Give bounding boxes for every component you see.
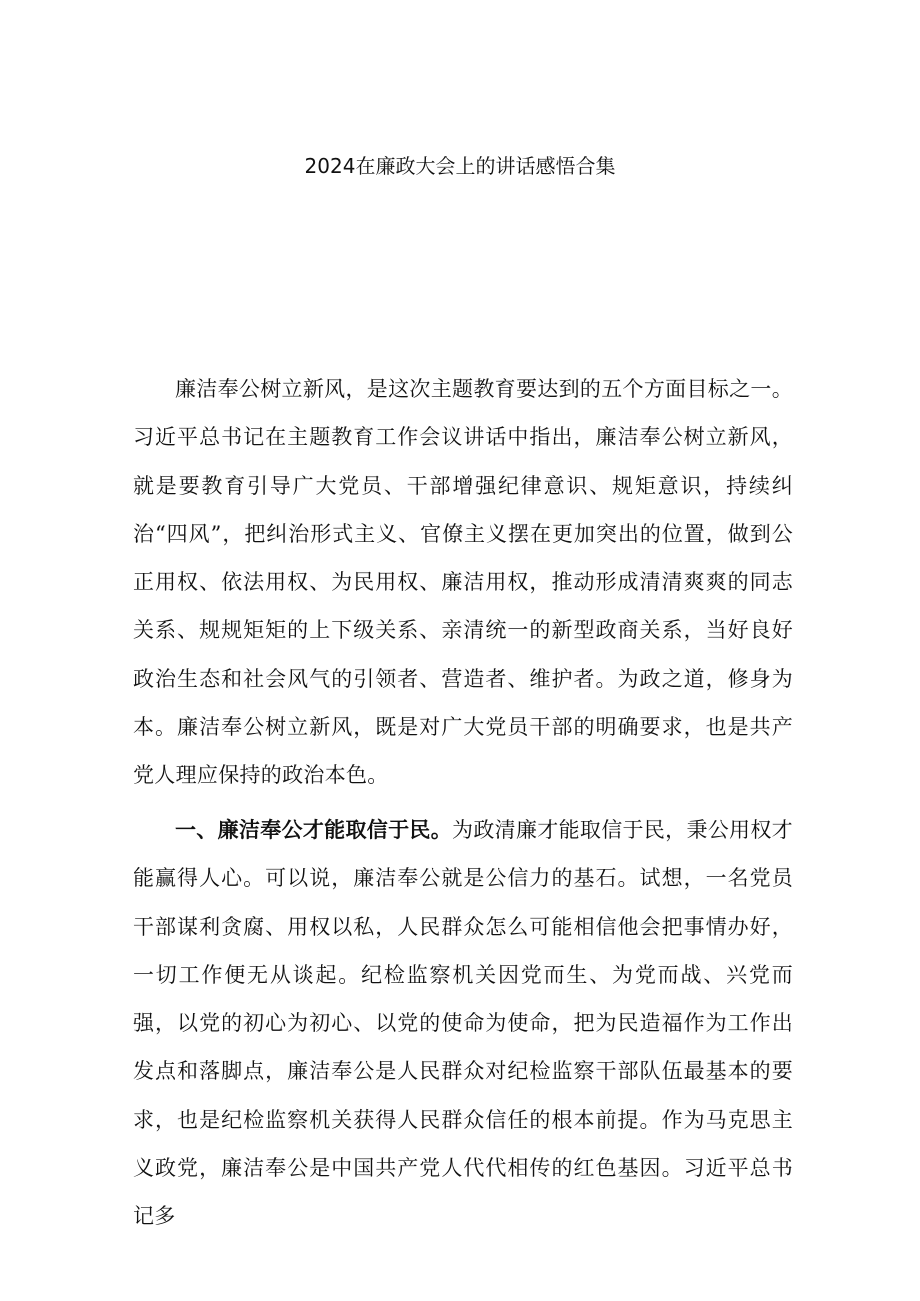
paragraph-intro [133, 365, 793, 800]
section-one-text: 为政清廉才能取信于民，秉公用权才能赢得人心。可以说，廉洁奉公就是公信力的基石。试想，一名党员干部谋利贪腐、用权以私，人民群众怎么可能相信他会把事情办好，一切工作便无从谈起。纪检监察机关因党而生、为党而战、兴党而强，以党的初心为初心、以党的使命为使命，把为民造福作为工作出发点和落脚点，廉洁奉公是人民群众对纪检监察干部队伍最基本的要求，也是纪检监察机关获得人民群众信任的根本前提。作为马克思主义政党，廉洁奉公是中国共产党人代代相传的红色基因。习近平总书记多 [133, 818, 793, 1229]
paragraph-intro-text: 廉洁奉公树立新风，是这次主题教育要达到的五个方面目标之一。习近平总书记在主题教育工作会议讲话中指出，廉洁奉公树立新风，就是要教育引导广大党员、干部增强纪律意识、规矩意识，持续纠治“四风”，把纠治形式主义、官僚主义摆在更加突出的位置，做到公正用权、依法用权、为民用权、廉洁用权，推动形成清清爽爽的同志关系、规规矩矩的上下级关系、亲清统一的新型政商关系，当好良好政治生态和社会风气的引领者、营造者、维护者。为政之道，修身为本。廉洁奉公树立新风，既是对广大党员干部的明确要求，也是共产党人理应保持的政治本色。 [133, 377, 793, 788]
document-title: 2024在廉政大会上的讲话感悟合集 [304, 154, 616, 178]
section-one-heading: 一、廉洁奉公才能取信于民。 [175, 817, 453, 842]
paragraph-section-one [133, 806, 793, 1241]
